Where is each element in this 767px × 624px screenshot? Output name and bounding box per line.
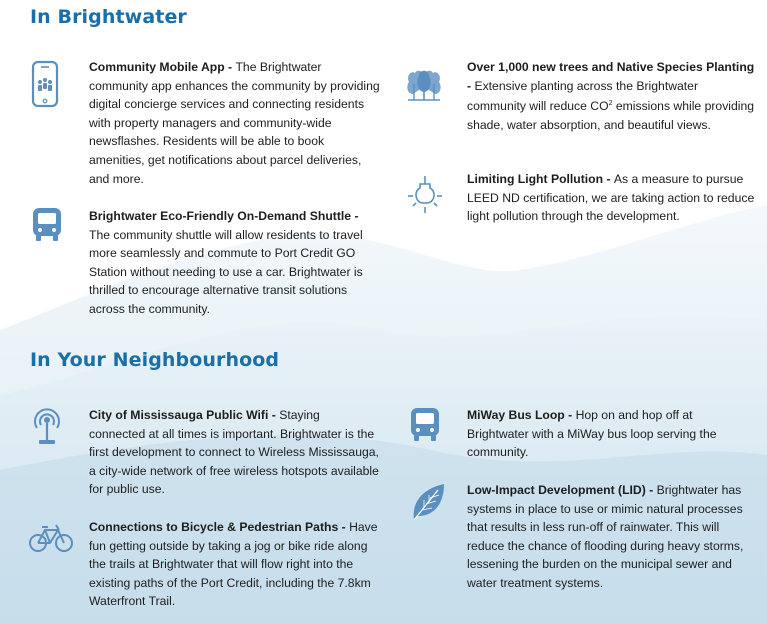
item-eco-shuttle: [89, 207, 379, 319]
item-title: Community Mobile App -: [89, 60, 236, 74]
item-text: Staying connected at all times is important. Brightwater is the first development to connect to Wireless Mississauga, a city-wide network of free wireless hotspots available for public use.: [89, 408, 379, 497]
item-title: Low-Impact Development (LID) -: [467, 483, 657, 497]
light-bulb-icon: [406, 176, 444, 218]
section-heading-neighbourhood: In Your Neighbourhood: [30, 349, 280, 371]
leaf-icon: [410, 482, 446, 522]
item-text-continued: emissions while providing shade, water absorption, and beautiful views.: [467, 99, 755, 132]
wifi-tower-icon: [29, 406, 65, 446]
item-low-impact-development: [467, 481, 759, 593]
item-trees-planting: [467, 58, 757, 134]
item-text: Hop on and hop off at Brightwater with a MiWay bus loop serving the community.: [467, 408, 717, 460]
item-miway-bus-loop: [467, 406, 757, 462]
item-text: As a measure to pursue LEED ND certification, we are taking action to reduce light pollution through the development.: [467, 172, 755, 224]
section-heading-brightwater: In Brightwater: [30, 6, 187, 28]
item-title: MiWay Bus Loop -: [467, 408, 576, 422]
bus-icon: [409, 406, 441, 442]
item-text: The Brightwater community app enhances the community by providing digital concierge services and connecting residents with property managers and community-wide newsflashes. Residents will be able to book amenities, get notifications about parcel deliveries, and more.: [89, 60, 380, 186]
bicycle-icon: [28, 522, 74, 554]
bus-icon: [31, 206, 63, 242]
mobile-phone-icon: [31, 60, 59, 108]
item-title: Brightwater Eco-Friendly On-Demand Shuttle -: [89, 209, 359, 223]
item-light-pollution: [467, 170, 759, 226]
trees-icon: [404, 64, 444, 102]
item-text: Extensive planting across the Brightwater community will reduce CO: [467, 78, 699, 114]
item-bicycle-paths: [89, 518, 379, 611]
item-title: Connections to Bicycle & Pedestrian Paths -: [89, 520, 350, 534]
item-title: Over 1,000 new trees and Native Species Planting -: [467, 60, 755, 93]
item-superscript: 2: [608, 100, 613, 108]
item-text: Brightwater has systems in place to use or mimic natural processes that results in less run-off of rainwater. This will reduce the chance of flooding during heavy storms, lessening the burden on the municipal sewer and water treatment systems.: [467, 483, 744, 590]
item-text: The community shuttle will allow residents to travel more seamlessly and commute to Port Credit GO Station without needing to use a car. Brightwater is thrilled to encourage alternative transit solutions across the community.: [89, 227, 363, 316]
item-public-wifi: [89, 406, 379, 499]
item-text: Have fun getting outside by taking a jog or bike ride along the trails at Brightwater that will flow right into the existing paths of the Port Credit, including the 7.8km Waterfront Trail.: [89, 520, 378, 609]
item-title: City of Mississauga Public Wifi -: [89, 408, 280, 422]
item-title: Limiting Light Pollution -: [467, 172, 614, 186]
item-community-mobile-app: [89, 58, 381, 188]
